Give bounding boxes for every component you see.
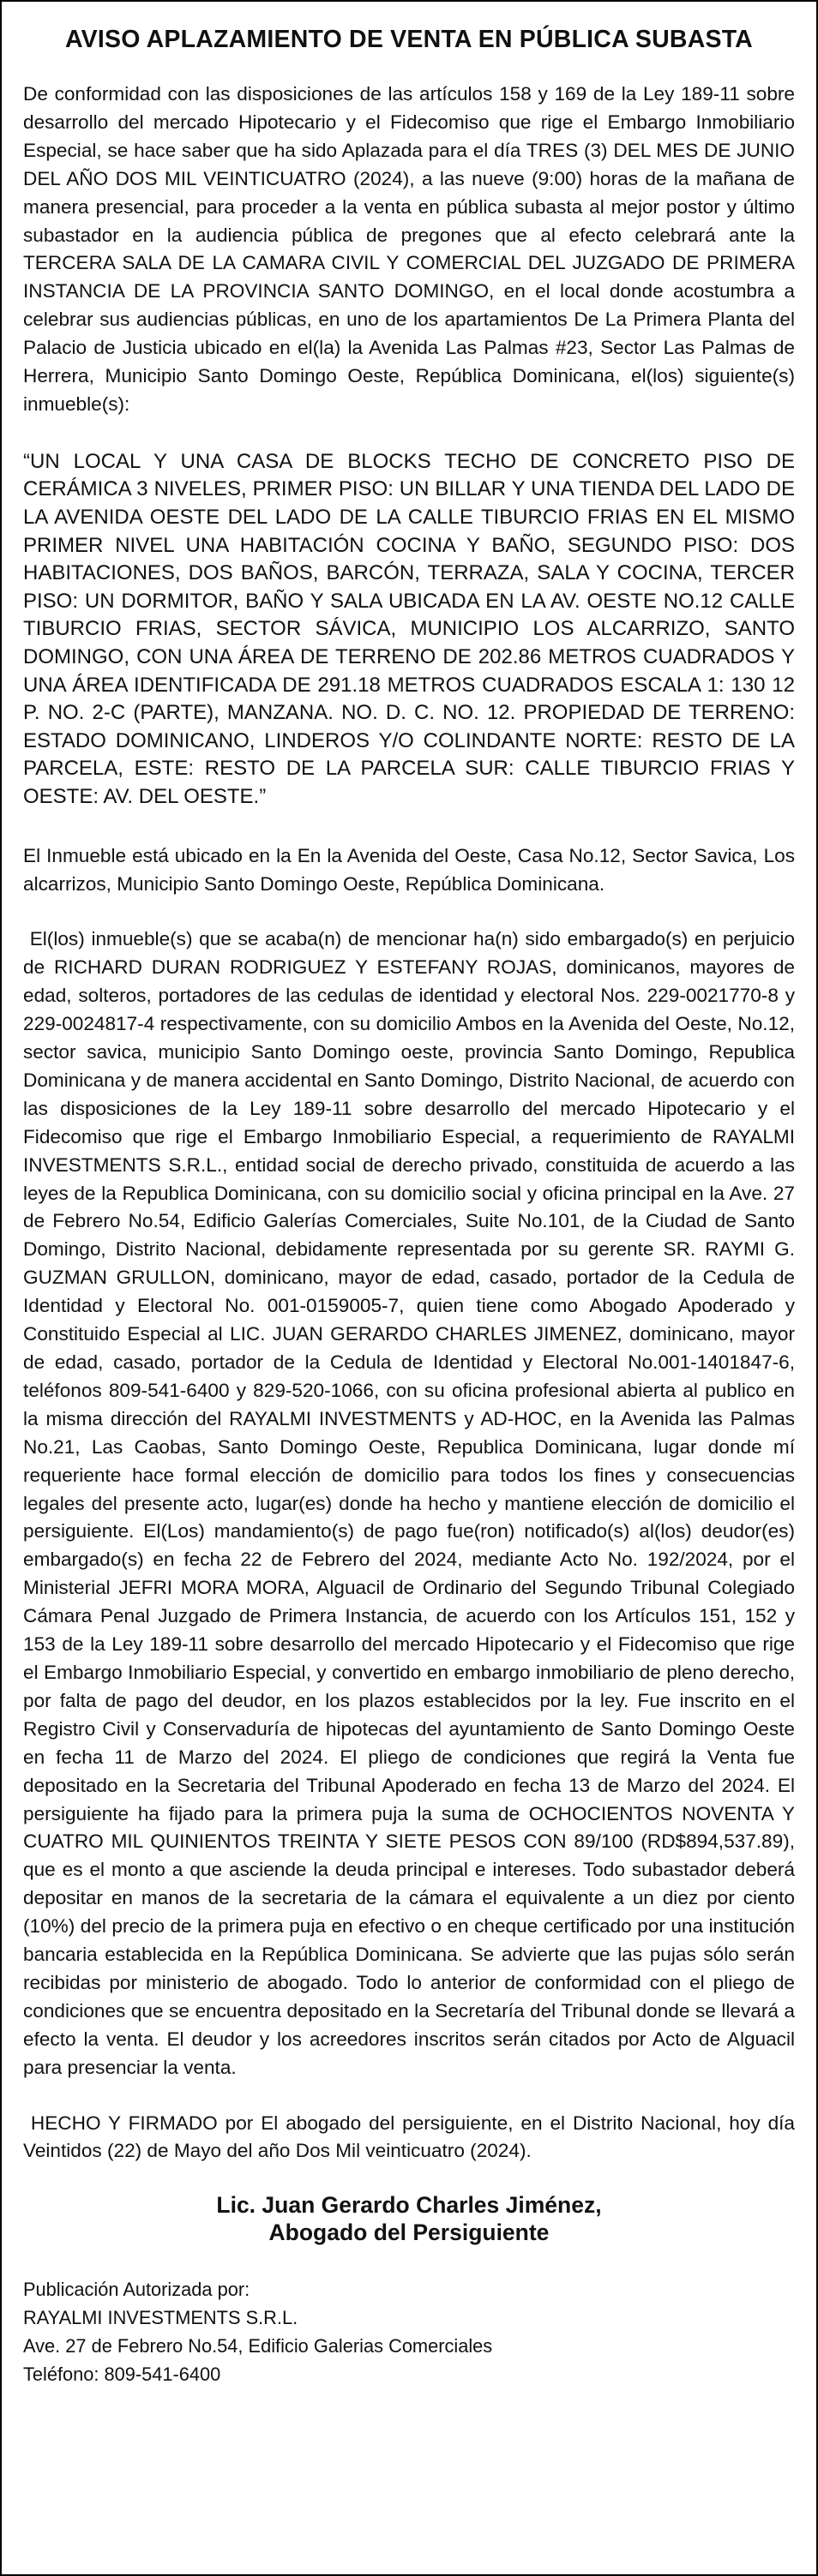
seizure-paragraph bbox=[23, 926, 795, 2082]
publication-company: RAYALMI INVESTMENTS S.R.L. bbox=[23, 2307, 298, 2329]
closing-paragraph bbox=[23, 2110, 795, 2166]
signature-name: Lic. Juan Gerardo Charles Jiménez, bbox=[216, 2192, 602, 2219]
notice-title: AVISO APLAZAMIENTO DE VENTA EN PÚBLICA SUBASTA bbox=[65, 26, 753, 53]
seizure-paragraph-text: El(los) inmueble(s) que se acaba(n) de mencionar ha(n) sido embargado(s) en perjuicio de RICHARD DURAN RODRIGUEZ Y ESTEFANY ROJAS, dominicanos, mayores de edad, solteros, portadores de las cedulas de identidad y electoral Nos. 229-0021770-8 y 229-0024817-4 respectivamente, con su domicilio Ambos en la Avenida del Oeste, No.12, sector savica, municipio Santo Domingo oeste, provincia Santo Domingo, Republica Dominicana y de manera accidental en Santo Domingo, Distrito Nacional, de acuerdo con las disposiciones de la Ley 189-11 sobre desarrollo del mercado Hipotecario y el Fidecomiso que rige el Embargo Inmobiliario Especial, a requerimiento de RAYALMI INVESTMENTS S.R.L., entidad social de derecho privado, constituida de acuerdo a las leyes de la Republica Dominicana, con su domicilio social y oficina principal en la Ave. 27 de Febrero No.54, Edificio Galerías Comerciales, Suite No.101, de la Ciudad de Santo Domingo, Distrito Nacional, debidamente representada por su gerente SR. RAYMI G. GUZMAN GRULLON, dominicano, mayor de edad, casado, portador de la Cedula de Identidad y Electoral No. 001-0159005-7, quien tiene como Abogado Apoderado y Constituido Especial al LIC. JUAN GERARDO CHARLES JIMENEZ, dominicano, mayor de edad, casado, portador de la Cedula de Identidad y Electoral No.001-1401847-6, teléfonos 809-541-6400 y 829-520-1066, con su oficina profesional abierta al publico en la misma dirección del RAYALMI INVESTMENTS y AD-HOC, en la Avenida las Palmas No.21, Las Caobas, Santo Domingo Oeste, Republica Dominicana, lugar donde mí requeriente hace formal elección de domicilio para todos los fines y consecuencias legales del presente acto, lugar(es) donde ha hecho y mantiene elección de domicilio el persiguiente. El(Los) mandamiento(s) de pago fue(ron) notificado(s) al(los) deudor(es) embargado(s) en fecha 22 de Febrero del 2024, mediante Acto No. 192/2024, por el Ministerial JEFRI MORA MORA, Alguacil de Ordinario del Segundo Tribunal Colegiado Cámara Penal Juzgado de Primera Instancia, de acuerdo con los Artículos 151, 152 y 153 de la Ley 189-11 sobre desarrollo del mercado Hipotecario y el Fidecomiso que rige el Embargo Inmobiliario Especial, y convertido en embargo inmobiliario de pleno derecho, por falta de pago del deudor, en los plazos establecidos por la ley. Fue inscrito en el Registro Civil y Conservaduría de hipotecas del ayuntamiento de Santo Domingo Oeste en fecha 11 de Marzo del 2024. El pliego de condiciones que regirá la Venta fue depositado en la Secretaria del Tribunal Apoderado en fecha 13 de Marzo del 2024. El persiguiente ha fijado para la primera puja la suma de OCHOCIENTOS NOVENTA Y CUATRO MIL QUINIENTOS TREINTA Y SIETE PESOS CON 89/100 (RD$894,537.89), que es el monto a que asciende la deuda principal e intereses. Todo subastador deberá depositar en manos de la secretaria de la cámara el equivalente a un diez por ciento (10%) del precio de la primera puja en efectivo o en cheque certificado por una institución bancaria establecida en la República Dominicana. Se advierte que las pujas sólo serán recibidas por ministerio de abogado. Todo lo anterior de conformidad con el pliego de condiciones que se encuentra depositado en la Secretaría del Tribunal donde se llevará a efecto la venta. El deudor y los acreedores inscritos serán citados por Acto de Alguacil para presenciar la venta. bbox=[23, 928, 795, 2078]
intro-paragraph: De conformidad con las disposiciones de las artículos 158 y 169 de la Ley 189-11 sobre desarrollo del mercado Hipotecario y el Fidecomiso que rige el Embargo Inmobiliario Especial, se hace saber que ha sido Aplazada para el día TRES (3) DEL MES DE JUNIO DEL AÑO DOS MIL VEINTICUATRO (2024), a las nueve (9:00) horas de la mañana de manera presencial, para proceder a la venta en pública subasta al mejor postor y último subastador en la audiencia pública de pregones que al efecto celebrará ante la TERCERA SALA DE LA CAMARA CIVIL Y COMERCIAL DEL JUZGADO DE PRIMERA INSTANCIA DE LA PROVINCIA SANTO DOMINGO, en el local donde acostumbra a celebrar sus audiencias públicas, en uno de los apartamientos De La Primera Planta del Palacio de Justicia ubicado en el(la) la Avenida Las Palmas #23, Sector Las Palmas de Herrera, Municipio Santo Domingo Oeste, República Dominicana, el(los) siguiente(s) inmueble(s): bbox=[23, 83, 795, 415]
signature-role: Abogado del Persiguiente bbox=[268, 2220, 550, 2246]
publication-label: Publicación Autorizada por: bbox=[23, 2279, 250, 2301]
publication-block bbox=[23, 2275, 795, 2388]
publication-address: Ave. 27 de Febrero No.54, Edificio Galerias Comerciales bbox=[23, 2335, 493, 2357]
property-description: “UN LOCAL Y UNA CASA DE BLOCKS TECHO DE CONCRETO PISO DE CERÁMICA 3 NIVELES, PRIMER PISO: UN BILLAR Y UNA TIENDA DEL LADO DE LA AVENIDA OESTE DEL LADO DE LA CALLE TIBURCIO FRIAS EN EL MISMO PRIMER NIVEL UNA HABITACIÓN COCINA Y BAÑO, SEGUNDO PISO: DOS HABITACIONES, DOS BAÑOS, BARCÓN, TERRAZA, SALA Y COCINA, TERCER PISO: UN DORMITOR, BAÑO Y SALA UBICADA EN LA AV. OESTE NO.12 CALLE TIBURCIO FRIAS, SECTOR SÁVICA, MUNICIPIO LOS ALCARRIZO, SANTO DOMINGO, CON UNA ÁREA DE TERRENO DE 202.86 METROS CUADRADOS Y UNA ÁREA IDENTIFICADA DE 291.18 METROS CUADRADOS ESCALA 1: 130 12 P. NO. 2-C (PARTE), MANZANA. NO. D. C. NO. 12. PROPIEDAD DE TERRENO: ESTADO DOMINICANO, LINDEROS Y/O COLINDANTE NORTE: RESTO DE LA PARCELA, ESTE: RESTO DE LA PARCELA SUR: CALLE TIBURCIO FRIAS Y OESTE: AV. DEL OESTE.” bbox=[23, 449, 795, 808]
closing-paragraph-text: HECHO Y FIRMADO por El abogado del persiguiente, en el Distrito Nacional, hoy día Veintidos (22) de Mayo del año Dos Mil veinticuatro (2024). bbox=[23, 2112, 796, 2162]
publication-phone: Teléfono: 809-541-6400 bbox=[23, 2363, 221, 2386]
signature-block bbox=[23, 2191, 795, 2246]
property-location: El Inmueble está ubicado en la En la Avenida del Oeste, Casa No.12, Sector Savica, Los alcarrizos, Municipio Santo Domingo Oeste, República Dominicana. bbox=[23, 844, 795, 895]
